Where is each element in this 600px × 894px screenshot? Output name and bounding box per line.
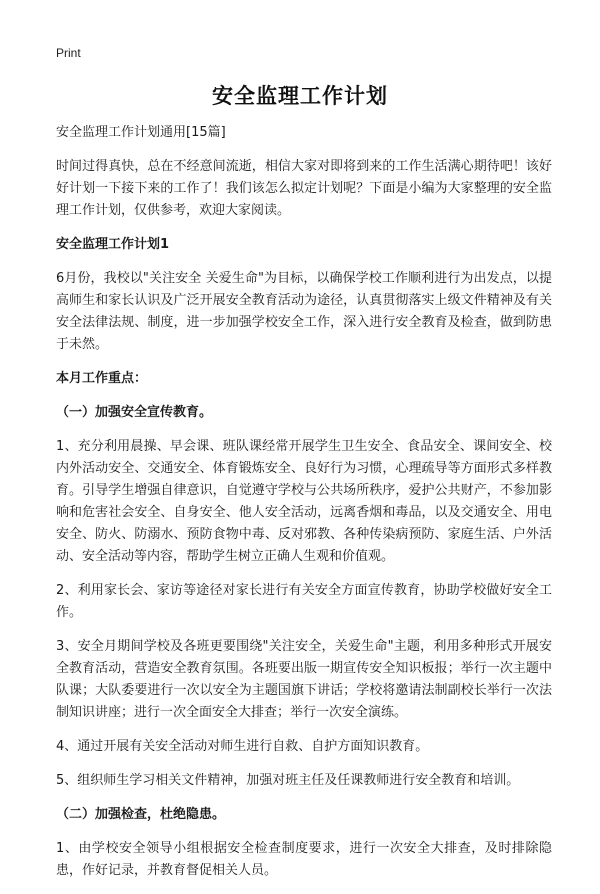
section-heading: 安全监理工作计划1	[56, 237, 170, 252]
list-item: 1、充分利用晨操、早会课、班队课经常开展学生卫生安全、食品安全、课间安全、校内外活动安全、交通安全、体育锻炼安全、良好行为习惯，心理疏导等方面形式多样教育。引导学生增强自律意识，自觉遵守学校与公共场所秩序，爱护公共财产，不参加影响和危害社会安全、自身安全、他人安全活动，远离香烟和毒品，以及交通安全、用电安全、防火、防溺水、预防食物中毒、反对邪教、各种传染病预防、家庭生活、户外活动、安全活动等内容，帮助学生树立正确人生观和价值观。	[56, 439, 552, 564]
intro-paragraph: 时间过得真快，总在不经意间流逝，相信大家对即将到来的工作生活满心期待吧！该好好计划一下接下来的工作了！我们该怎么拟定计划呢？下面是小编为大家整理的安全监理工作计划，仅供参考，欢迎大家阅读。	[56, 159, 552, 218]
part1-heading: （一）加强安全宣传教育。	[56, 405, 213, 420]
list-item: 3、安全月期间学校及各班更要围绕"关注安全，关爱生命"主题，利用多种形式开展安全教育活动，营造安全教育氛围。各班要出版一期宣传安全知识板报；举行一次主题中队课；大队委要进行一次以安全为主题国旗下讲话；学校将邀请法制副校长举行一次法制知识讲座；进行一次全面安全大排查；举行一次安全演练。	[56, 639, 552, 720]
print-link[interactable]: Print	[56, 46, 81, 60]
list-item: 4、通过开展有关安全活动对师生进行自救、自护方面知识教育。	[56, 739, 429, 754]
document-body	[56, 122, 552, 894]
page-title: 安全监理工作计划	[212, 84, 388, 108]
list-item: 5、组织师生学习相关文件精神，加强对班主任及任课教师进行安全教育和培训。	[56, 773, 520, 788]
list-item: 2、利用家长会、家访等途径对家长进行有关安全方面宣传教育，协助学校做好安全工作。	[56, 583, 552, 620]
monthly-focus-heading: 本月工作重点：	[56, 371, 148, 386]
section-intro-paragraph: 6月份，我校以"关注安全 关爱生命"为目标，以确保学校工作顺利进行为出发点，以提高师生和家长认识及广泛开展安全教育活动为途径，认真贯彻落实上级文件精神及有关安全法律法规、制度，进一步加强学校安全工作，深入进行安全教育及检查，做到防患于未然。	[56, 271, 552, 352]
document-subtitle: 安全监理工作计划通用[15篇]	[56, 125, 226, 140]
part2-heading: （二）加强检查，杜绝隐患。	[56, 807, 226, 822]
list-item: 1、由学校安全领导小组根据安全检查制度要求，进行一次安全大排查，及时排除隐患，作好记录，并教育督促相关人员。	[56, 841, 552, 878]
